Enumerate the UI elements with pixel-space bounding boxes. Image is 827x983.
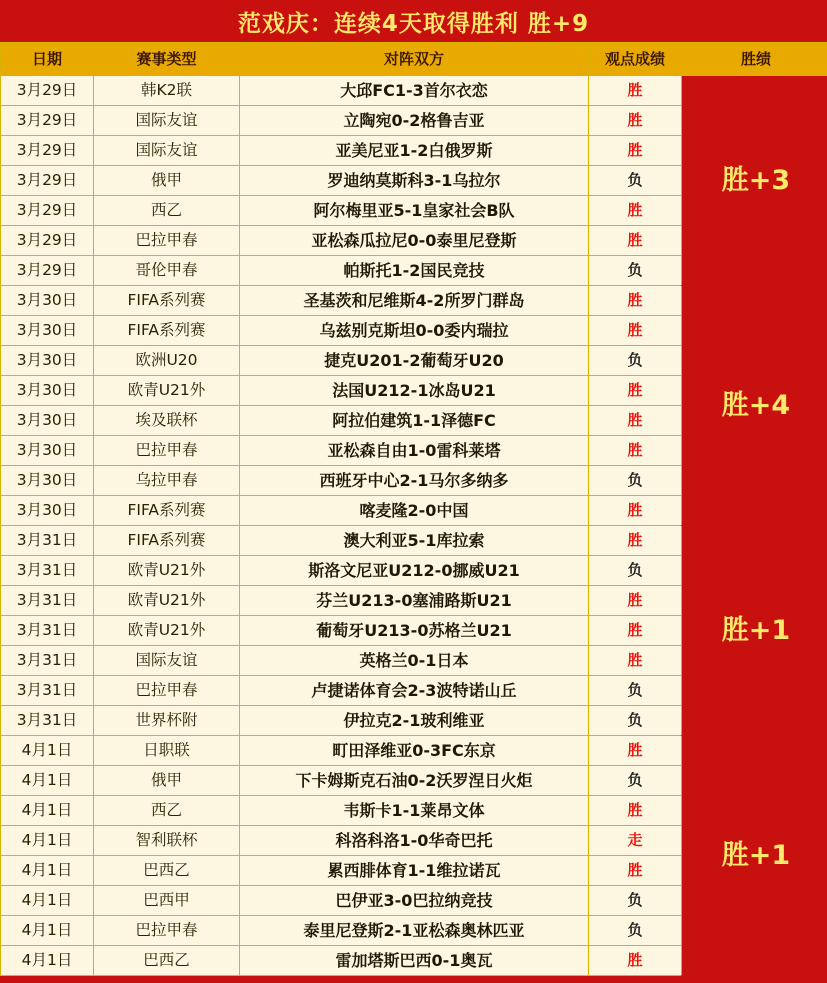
cell-result: 胜 [589,796,682,826]
cell-result: 负 [589,256,682,286]
table-row [1,76,827,106]
cell-result: 负 [589,916,682,946]
cell-competition-type: FIFA系列赛 [94,286,240,316]
cell-match: 巴伊亚3-0巴拉纳竞技 [240,886,589,916]
cell-date: 3月31日 [1,556,94,586]
cell-competition-type: 巴拉甲春 [94,436,240,466]
cell-match: 亚松森自由1-0雷科莱塔 [240,436,589,466]
cell-date: 3月31日 [1,586,94,616]
cell-match: 斯洛文尼亚U212-0挪威U21 [240,556,589,586]
cell-competition-type: 世界杯附 [94,706,240,736]
cell-date: 3月30日 [1,346,94,376]
column-header-result: 观点成绩 [589,43,682,76]
cell-competition-type: 欧青U21外 [94,376,240,406]
cell-competition-type: 韩K2联 [94,76,240,106]
cell-match: 大邱FC1-3首尔衣恋 [240,76,589,106]
cell-competition-type: 俄甲 [94,166,240,196]
cell-date: 3月30日 [1,436,94,466]
table-row [1,286,827,316]
cell-date: 4月1日 [1,886,94,916]
cell-competition-type: 西乙 [94,196,240,226]
cell-match: 葡萄牙U213-0苏格兰U21 [240,616,589,646]
cell-result: 胜 [589,616,682,646]
cell-result: 胜 [589,586,682,616]
cell-match: 立陶宛0-2格鲁吉亚 [240,106,589,136]
cell-match: 伊拉克2-1玻利维亚 [240,706,589,736]
cell-date: 4月1日 [1,946,94,976]
cell-streak: 胜+3 [682,76,827,286]
column-header-date: 日期 [1,43,94,76]
cell-competition-type: 巴西乙 [94,946,240,976]
cell-result: 胜 [589,226,682,256]
cell-date: 4月1日 [1,916,94,946]
table-row [1,736,827,766]
cell-date: 3月31日 [1,526,94,556]
cell-competition-type: 俄甲 [94,766,240,796]
cell-competition-type: 巴西甲 [94,886,240,916]
cell-result: 胜 [589,136,682,166]
cell-result: 胜 [589,736,682,766]
fixtures-table [0,42,827,976]
page-title: 范戏庆：连续4天取得胜利 胜+9 [237,10,590,37]
cell-result: 胜 [589,496,682,526]
cell-match: 法国U212-1冰岛U21 [240,376,589,406]
cell-match: 韦斯卡1-1莱昂文体 [240,796,589,826]
cell-result: 胜 [589,526,682,556]
cell-date: 3月31日 [1,646,94,676]
cell-competition-type: 欧青U21外 [94,556,240,586]
cell-result: 负 [589,346,682,376]
cell-match: 累西腓体育1-1维拉诺瓦 [240,856,589,886]
cell-streak: 胜+1 [682,736,827,976]
cell-competition-type: 日职联 [94,736,240,766]
cell-competition-type: FIFA系列赛 [94,316,240,346]
cell-match: 喀麦隆2-0中国 [240,496,589,526]
cell-competition-type: 欧青U21外 [94,586,240,616]
cell-match: 亚松森瓜拉尼0-0泰里尼登斯 [240,226,589,256]
cell-competition-type: 乌拉甲春 [94,466,240,496]
cell-result: 胜 [589,946,682,976]
cell-result: 胜 [589,316,682,346]
cell-date: 3月29日 [1,136,94,166]
cell-match: 西班牙中心2-1马尔多纳多 [240,466,589,496]
cell-date: 3月30日 [1,466,94,496]
cell-date: 4月1日 [1,856,94,886]
cell-competition-type: 巴西乙 [94,856,240,886]
cell-match: 捷克U201-2葡萄牙U20 [240,346,589,376]
cell-competition-type: 国际友谊 [94,646,240,676]
header-row [1,43,827,76]
cell-result: 负 [589,676,682,706]
cell-match: 罗迪纳莫斯科3-1乌拉尔 [240,166,589,196]
cell-match: 亚美尼亚1-2白俄罗斯 [240,136,589,166]
cell-competition-type: FIFA系列赛 [94,496,240,526]
cell-match: 雷加塔斯巴西0-1奥瓦 [240,946,589,976]
cell-match: 帕斯托1-2国民竞技 [240,256,589,286]
cell-match: 圣基茨和尼维斯4-2所罗门群岛 [240,286,589,316]
column-header-streak: 胜绩 [682,43,827,76]
cell-competition-type: 巴拉甲春 [94,676,240,706]
cell-match: 卢捷诺体育会2-3波特诺山丘 [240,676,589,706]
cell-date: 3月29日 [1,256,94,286]
cell-date: 3月30日 [1,496,94,526]
cell-competition-type: 巴拉甲春 [94,226,240,256]
cell-competition-type: 西乙 [94,796,240,826]
cell-streak: 胜+1 [682,526,827,736]
column-header-match: 对阵双方 [240,43,589,76]
cell-competition-type: 国际友谊 [94,106,240,136]
cell-competition-type: 哥伦甲春 [94,256,240,286]
cell-competition-type: 智利联杯 [94,826,240,856]
cell-result: 胜 [589,646,682,676]
cell-date: 3月29日 [1,106,94,136]
cell-match: 町田泽维亚0-3FC东京 [240,736,589,766]
cell-match: 阿拉伯建筑1-1泽德FC [240,406,589,436]
cell-result: 胜 [589,196,682,226]
cell-date: 4月1日 [1,826,94,856]
cell-result: 胜 [589,76,682,106]
cell-competition-type: 国际友谊 [94,136,240,166]
cell-result: 胜 [589,406,682,436]
cell-match: 英格兰0-1日本 [240,646,589,676]
cell-date: 3月29日 [1,226,94,256]
cell-result: 负 [589,556,682,586]
cell-result: 负 [589,766,682,796]
cell-result: 胜 [589,376,682,406]
cell-date: 3月31日 [1,676,94,706]
cell-result: 胜 [589,856,682,886]
cell-result: 负 [589,166,682,196]
cell-match: 芬兰U213-0塞浦路斯U21 [240,586,589,616]
cell-result: 走 [589,826,682,856]
cell-match: 阿尔梅里亚5-1皇家社会B队 [240,196,589,226]
table-header [1,43,827,76]
table-row [1,526,827,556]
cell-result: 胜 [589,436,682,466]
cell-competition-type: 欧青U21外 [94,616,240,646]
cell-date: 3月30日 [1,316,94,346]
cell-match: 下卡姆斯克石油0-2沃罗涅日火炬 [240,766,589,796]
cell-match: 泰里尼登斯2-1亚松森奥林匹亚 [240,916,589,946]
cell-date: 3月29日 [1,196,94,226]
cell-match: 乌兹别克斯坦0-0委内瑞拉 [240,316,589,346]
cell-date: 3月31日 [1,616,94,646]
cell-result: 胜 [589,286,682,316]
title-bar [0,0,827,42]
cell-result: 负 [589,466,682,496]
cell-competition-type: FIFA系列赛 [94,526,240,556]
column-header-type: 赛事类型 [94,43,240,76]
cell-date: 3月30日 [1,286,94,316]
cell-date: 4月1日 [1,796,94,826]
cell-date: 3月31日 [1,706,94,736]
cell-date: 3月30日 [1,406,94,436]
cell-streak: 胜+4 [682,286,827,526]
table-body [1,76,827,976]
cell-date: 4月1日 [1,736,94,766]
cell-date: 3月29日 [1,166,94,196]
cell-result: 负 [589,886,682,916]
cell-competition-type: 埃及联杯 [94,406,240,436]
cell-competition-type: 巴拉甲春 [94,916,240,946]
cell-date: 4月1日 [1,766,94,796]
cell-result: 胜 [589,106,682,136]
cell-match: 澳大利亚5-1库拉索 [240,526,589,556]
cell-result: 负 [589,706,682,736]
cell-match: 科洛科洛1-0华奇巴托 [240,826,589,856]
cell-date: 3月30日 [1,376,94,406]
cell-date: 3月29日 [1,76,94,106]
cell-competition-type: 欧洲U20 [94,346,240,376]
